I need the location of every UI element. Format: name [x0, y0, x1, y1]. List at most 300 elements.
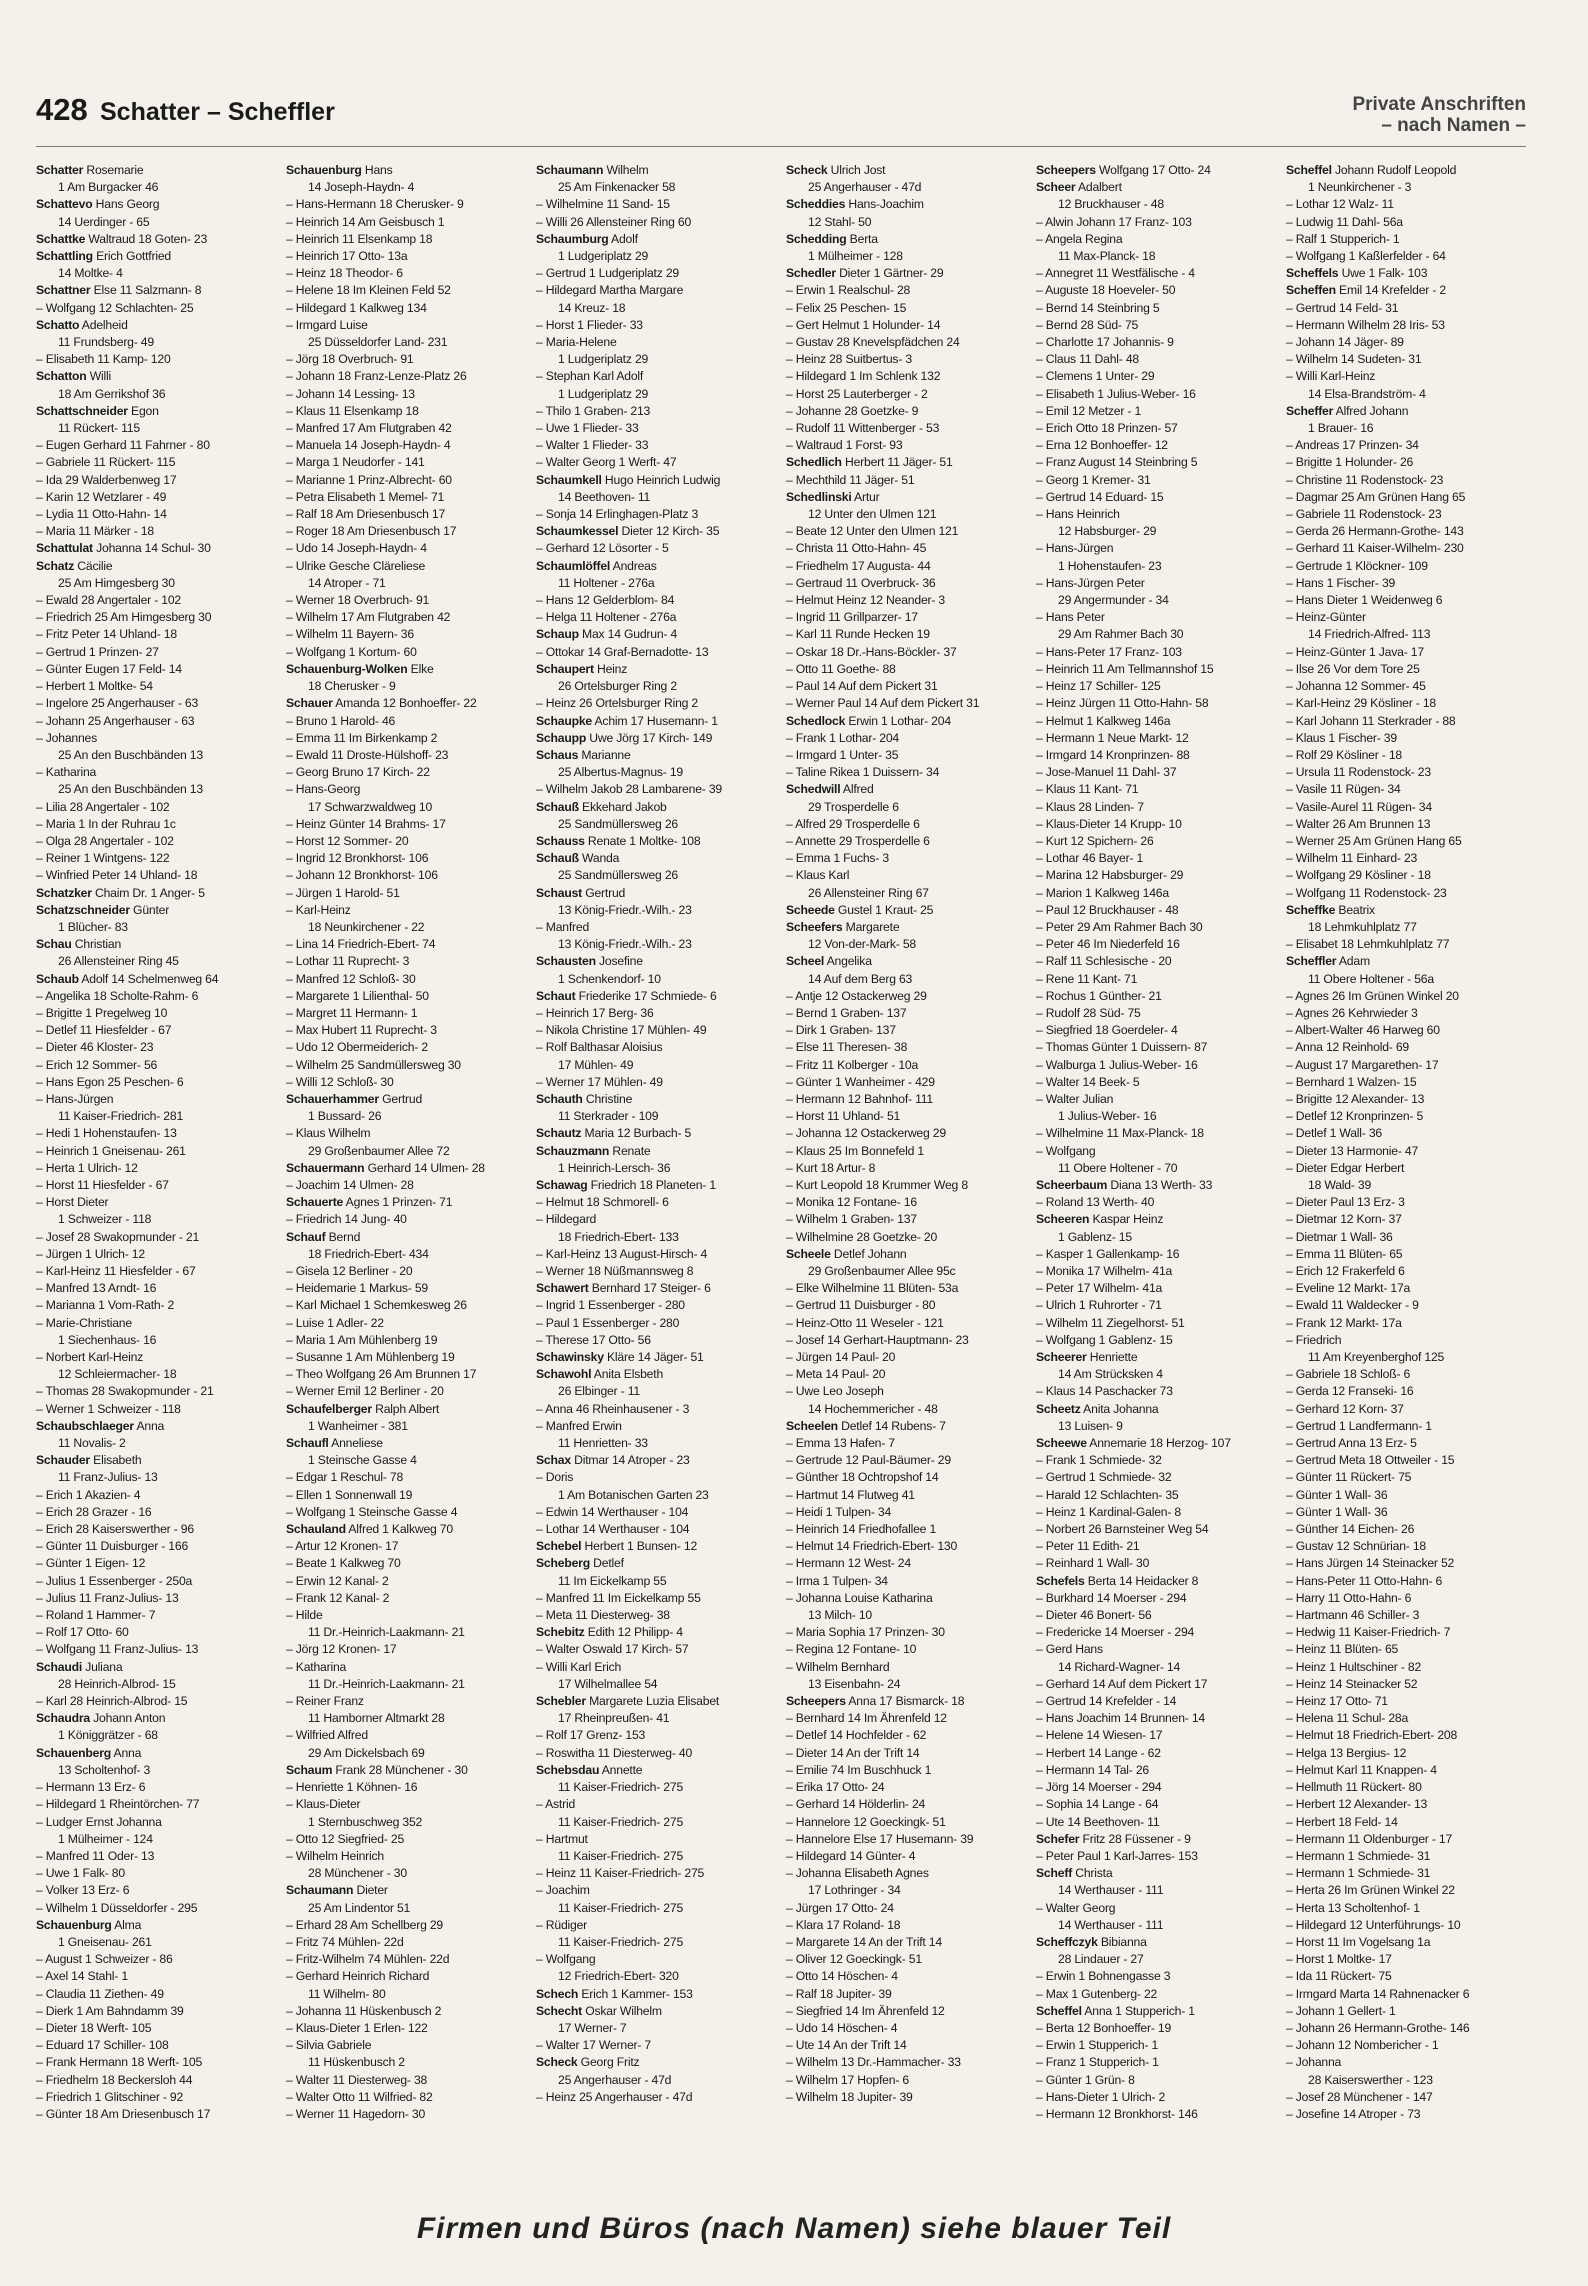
listing-line: – Rüdiger	[536, 1917, 588, 1932]
listing-line: – Dieter 13 Harmonie- 47	[1286, 1143, 1419, 1158]
listing-line: – Dieter Paul 13 Erz- 3	[1286, 1195, 1405, 1210]
entry-detail: Berta 14 Heidacker 8	[1084, 1573, 1199, 1588]
listing-line: – Hartmann 46 Schiller- 3	[1286, 1608, 1420, 1623]
listing-line: – Marion 1 Kalkweg 146a	[1036, 885, 1169, 900]
listing-line: – Heinz 17 Otto- 71	[1286, 1694, 1388, 1709]
listing-line: 12 Bruckhauser - 48	[1058, 197, 1164, 212]
listing-line: – Heinz 14 Steinacker 52	[1286, 1676, 1418, 1691]
listing-line: 14 Atroper - 71	[308, 575, 386, 590]
listing-line: – Heinz 25 Angerhauser - 47d	[536, 2089, 693, 2104]
listing-line: – Gertrud 1 Prinzen- 27	[36, 644, 159, 659]
listing-line: – Gertrud 14 Eduard- 15	[1036, 489, 1164, 504]
listing-line: – Gertrud 1 Ludgeriplatz 29	[536, 266, 679, 281]
listing-line: – Karl 28 Heinrich-Albrod- 15	[36, 1694, 188, 1709]
entry-detail: Beatrix	[1335, 902, 1375, 917]
listing-line: 12 Habsburger- 29	[1058, 524, 1157, 539]
listing-line: – Ute 14 Beethoven- 11	[1036, 1814, 1160, 1829]
surname: Schebitz	[536, 1625, 585, 1640]
listing-line: – Hildegard 14 Günter- 4	[786, 1848, 916, 1863]
surname: Schatto	[36, 317, 80, 332]
listing-line: – Hildegard 1 Rheintörchen- 77	[36, 1797, 200, 1812]
listing-line: – Helmut 18 Friedrich-Ebert- 208	[1286, 1728, 1458, 1743]
listing-line: – Bruno 1 Harold- 46	[286, 713, 396, 728]
surname: Schaupp	[536, 730, 587, 745]
surname: Schauenburg-Wolken	[286, 661, 408, 676]
page-header	[36, 88, 1526, 144]
listing-line: – Ellen 1 Sonnenwall 19	[286, 1487, 413, 1502]
entry-detail: Friederike 17 Schmiede- 6	[575, 988, 717, 1003]
listing-line: – Annette 29 Trosperdelle 6	[786, 833, 930, 848]
surname-entry	[36, 1710, 276, 1727]
surname: Schebsdau	[536, 1762, 600, 1777]
listing-line: – Hans-Dieter 1 Ulrich- 2	[1036, 2089, 1166, 2104]
listing-line: 1 Hohenstaufen- 23	[1058, 558, 1162, 573]
entry-detail: Johanna 14 Schul- 30	[92, 541, 211, 556]
surname-entry	[536, 713, 776, 730]
listing-line: – Hannelore Else 17 Husemann- 39	[786, 1831, 974, 1846]
listing-line: – Hedi 1 Hohenstaufen- 13	[36, 1126, 177, 1141]
entry-detail: Alfred 1 Kalkweg 70	[345, 1522, 453, 1537]
listing-line: – Wilhelm 11 Bayern- 36	[286, 627, 414, 642]
listing-line: – Hans Heinrich	[1036, 507, 1120, 522]
surname-entry	[286, 695, 526, 712]
surname-entry	[1036, 162, 1276, 179]
listing-line: 25 Am Lindentor 51	[308, 1900, 411, 1915]
listing-line: – Manfred 13 Arndt- 16	[36, 1281, 157, 1296]
listing-line: – Günther 14 Eichen- 26	[1286, 1522, 1415, 1537]
listing-line: – Rolf 17 Otto- 60	[36, 1625, 129, 1640]
listing-line: – Ulrike Gesche Cläreliese	[286, 558, 426, 573]
surname-entry	[786, 953, 1026, 970]
surname: Schau	[36, 937, 72, 952]
listing-line: – Gerda 26 Hermann-Grothe- 143	[1286, 524, 1464, 539]
surname: Schawag	[536, 1177, 588, 1192]
listing-line: – Maria-Helene	[536, 335, 617, 350]
listing-line: – Monika 17 Wilhelm- 41a	[1036, 1264, 1173, 1278]
listing-line: – Heinz-Otto 11 Weseler - 121	[786, 1315, 944, 1330]
surname: Schefels	[1036, 1573, 1085, 1588]
listing-line: – Klaus 11 Elsenkamp 18	[286, 403, 419, 418]
surname: Scheele	[786, 1246, 831, 1261]
entry-detail: Josefine	[595, 954, 643, 969]
listing-line: – Irmgard 14 Kronprinzen- 88	[1036, 747, 1190, 762]
listing-line: 29 Großenbaumer Allee 72	[308, 1143, 450, 1158]
surname: Schecht	[536, 2003, 583, 2018]
listing-line: – Emma 13 Hafen- 7	[786, 1436, 895, 1451]
listing-line: – Christine 11 Rodenstock- 23	[1286, 472, 1444, 487]
listing-line: – Hans 1 Fischer- 39	[1286, 575, 1396, 590]
listing-line: – Dietmar 12 Korn- 37	[1286, 1212, 1402, 1227]
listing-line: – Theo Wolfgang 26 Am Brunnen 17	[286, 1367, 477, 1382]
surname: Schaum	[286, 1762, 333, 1777]
entry-detail: Anna 1 Stupperich- 1	[1081, 2003, 1195, 2018]
listing-line: – Bernd 28 Süd- 75	[1036, 317, 1139, 332]
listing-line: – Ida 29 Walderbenweg 17	[36, 472, 177, 487]
listing-line: – Gisela 12 Berliner - 20	[286, 1264, 413, 1278]
listing-line: – Kurt Leopold 18 Krummer Weg 8	[786, 1177, 968, 1192]
listing-line: 11 Kaiser-Friedrich- 281	[58, 1109, 184, 1124]
listing-line: – Sonja 14 Erlinghagen-Platz 3	[536, 507, 699, 522]
listing-line: – Hermann 13 Erz- 6	[36, 1780, 146, 1795]
listing-line: – Rolf 17 Grenz- 153	[536, 1728, 646, 1743]
listing-line: – Hartmut 14 Flutweg 41	[786, 1487, 915, 1502]
listing-line: – Johann 14 Jäger- 89	[1286, 335, 1404, 350]
surname-entry	[1036, 1934, 1276, 1951]
listing-line: – Karl-Heinz 11 Hiesfelder - 67	[36, 1264, 196, 1278]
entry-detail: Bibianna	[1097, 1934, 1147, 1949]
listing-line: – Ralf 1 Stupperich- 1	[1286, 231, 1400, 246]
listing-line: – Karl Johann 11 Sterkrader - 88	[1286, 713, 1456, 728]
listing-line: 1 Mülheimer - 128	[808, 249, 903, 264]
listing-line: – Werner Emil 12 Berliner - 20	[286, 1384, 444, 1399]
listing-line: – Heinz 11 Blüten- 65	[1286, 1642, 1399, 1657]
entry-detail: Annette	[599, 1762, 643, 1777]
listing-line: – Frank 12 Markt- 17a	[1286, 1315, 1402, 1330]
listing-line: – Gertrud 14 Krefelder - 14	[1036, 1694, 1177, 1709]
listing-line: – Marie-Christiane	[36, 1315, 132, 1330]
listing-line: – Hans-Jürgen	[36, 1091, 114, 1106]
entry-detail: Margarete	[842, 919, 900, 934]
listing-line: – Anna 12 Reinhold- 69	[1286, 1040, 1409, 1055]
entry-detail: Günter	[129, 902, 170, 917]
listing-line: – Hans-Peter 17 Franz- 103	[1036, 644, 1182, 659]
listing-line: – Manuela 14 Joseph-Haydn- 4	[286, 438, 451, 453]
surname-entry	[36, 162, 276, 179]
surname-entry	[36, 403, 276, 420]
listing-line: 1 Wanheimer - 381	[308, 1418, 408, 1433]
entry-detail: Waltraud 18 Goten- 23	[85, 231, 208, 246]
listing-line: – Jose-Manuel 11 Dahl- 37	[1036, 765, 1177, 780]
surname: Scheffel	[1286, 163, 1332, 177]
surname: Schaudra	[36, 1711, 90, 1726]
entry-detail: Detlef Johann	[830, 1246, 907, 1261]
surname-entry	[1036, 1831, 1276, 1848]
listing-line: – Eveline 12 Markt- 17a	[1286, 1281, 1411, 1296]
listing-line: – Thomas Günter 1 Duissern- 87	[1036, 1040, 1208, 1055]
listing-line: – Claudia 11 Ziethen- 49	[36, 1986, 164, 2001]
surname-entry	[536, 730, 776, 747]
entry-detail: Alfred Johann	[1333, 403, 1409, 418]
listing-line: – Otto 12 Siegfried- 25	[286, 1831, 405, 1846]
listing-line: 1 Gneisenau- 261	[58, 1934, 152, 1949]
listing-line: – Paul 1 Essenberger - 280	[536, 1315, 680, 1330]
listing-line: – Heinrich 14 Am Geisbusch 1	[286, 214, 445, 229]
listing-line: – Gabriele 18 Schloß- 6	[1286, 1367, 1411, 1382]
listing-line: – Walter 26 Am Brunnen 13	[1286, 816, 1431, 831]
entry-detail: Kläre 14 Jäger- 51	[603, 1350, 704, 1365]
surname: Schaudi	[36, 1659, 83, 1674]
entry-detail: Anna	[133, 1418, 165, 1433]
surname: Schatzschneider	[36, 902, 130, 917]
listing-line: 14 Richard-Wagner- 14	[1058, 1659, 1181, 1674]
listing-line: – Franz 1 Stupperich- 1	[1036, 2055, 1159, 2070]
listing-line: 1 Blücher- 83	[58, 919, 128, 934]
listing-line: – Ewald 11 Waldecker - 9	[1286, 1298, 1419, 1313]
surname: Schawohl	[536, 1367, 592, 1382]
entry-detail: Ditmar 14 Atroper - 23	[570, 1453, 690, 1468]
listing-line: – Friedrich 25 Am Himgesberg 30	[36, 610, 212, 625]
surname-entry	[1286, 953, 1526, 970]
surname-entry	[536, 558, 776, 575]
entry-detail: Elke	[407, 661, 434, 676]
listing-line: – Charlotte 17 Johannis- 9	[1036, 335, 1174, 350]
entry-detail: Christine	[582, 1091, 633, 1106]
listing-line: – Hermann Wilhelm 28 Iris- 53	[1286, 317, 1445, 332]
surname-entry	[36, 1418, 276, 1435]
listing-line: – Dieter 46 Bonert- 56	[1036, 1608, 1152, 1623]
listing-line: – Peter 17 Wilhelm- 41a	[1036, 1281, 1163, 1296]
listing-line: – Volker 13 Erz- 6	[36, 1883, 130, 1898]
listing-line: – Roswitha 11 Diesterweg- 40	[536, 1745, 693, 1760]
listing-line: – Rudolf 11 Wittenberger - 53	[786, 421, 940, 436]
listing-line: – Hans-Georg	[286, 782, 361, 797]
entry-detail: Chaim Dr. 1 Anger- 5	[91, 885, 205, 900]
listing-line: – Günter 11 Duisburger - 166	[36, 1539, 189, 1554]
listing-line: – Klaus 1 Fischer- 39	[1286, 730, 1397, 745]
surname-entry	[536, 2054, 776, 2071]
entry-detail: Alfred	[840, 782, 874, 797]
entry-detail: Adolf 14 Schelmenweg 64	[78, 971, 219, 986]
listing-line: – Uwe Leo Joseph	[786, 1384, 884, 1399]
listing-line: – Wilhelm 13 Dr.-Hammacher- 33	[786, 2055, 961, 2070]
listing-line: – Gabriele 11 Rodenstock- 23	[1286, 507, 1442, 522]
listing-line: – Roland 1 Hammer- 7	[36, 1608, 156, 1623]
listing-line: – Helene 18 Im Kleinen Feld 52	[286, 283, 451, 298]
listing-line: – Agnes 26 Im Grünen Winkel 20	[1286, 988, 1459, 1003]
surname: Schauerte	[286, 1195, 344, 1210]
entry-detail: Angelika	[824, 954, 872, 969]
entry-detail: Friedrich 18 Planeten- 1	[587, 1177, 716, 1192]
listing-line: 1 Neunkirchener - 3	[1308, 180, 1412, 195]
surname-entry	[286, 1229, 526, 1246]
listing-line: 14 Beethoven- 11	[558, 489, 651, 504]
listing-line: 14 Am Strücksken 4	[1058, 1367, 1163, 1382]
listing-line: – Erwin 12 Kanal- 2	[286, 1573, 389, 1588]
listing-line: – Mechthild 11 Jäger- 51	[786, 472, 915, 487]
listing-line: – Heidi 1 Tulpen- 34	[786, 1504, 892, 1519]
listing-line: – Wolfgang	[536, 1952, 596, 1967]
listing-line: – Horst 11 Hiesfelder - 67	[36, 1177, 169, 1192]
listing-line: – Horst 12 Sommer- 20	[286, 833, 409, 848]
listing-line: – Manfred	[536, 919, 590, 934]
surname-entry	[36, 231, 276, 248]
surname-entry	[286, 1762, 526, 1779]
listing-line: – Günter 18 Am Driesenbusch 17	[36, 2106, 211, 2121]
listing-line: 11 Wilhelm- 80	[308, 1986, 386, 2001]
listing-line: – Werner 17 Mühlen- 49	[536, 1074, 663, 1089]
listing-line: 25 Am Himgesberg 30	[58, 575, 175, 590]
surname: Schauder	[36, 1453, 90, 1468]
listing-line: – Friedrich	[1286, 1332, 1342, 1347]
listing-line: 17 Lothringer - 34	[808, 1883, 901, 1898]
surname-entry	[536, 953, 776, 970]
listing-line: 14 Moltke- 4	[58, 266, 123, 281]
listing-line: – Heinrich 11 Elsenkamp 18	[286, 231, 433, 246]
surname-entry	[1286, 265, 1526, 282]
surname-entry	[536, 1280, 776, 1297]
surname: Schedler	[786, 266, 836, 281]
listing-line: – Wilhelmine 28 Goetzke- 20	[786, 1229, 938, 1244]
listing-line: – Hans Jürgen 14 Steinacker 52	[1286, 1556, 1455, 1571]
listing-line: – Irma 1 Tulpen- 34	[786, 1573, 888, 1588]
listing-line: – Waltraud 1 Forst- 93	[786, 438, 903, 453]
listing-line: – Friedhelm 17 Augusta- 44	[786, 558, 931, 573]
listing-line: – Günther 18 Ochtropshof 14	[786, 1470, 939, 1485]
listing-line: – Hans-Jürgen	[1036, 541, 1114, 556]
listing-line: – Josef 28 Münchener - 147	[1286, 2089, 1433, 2104]
surname: Schauß	[536, 851, 579, 866]
surname-entry	[536, 472, 776, 489]
listing-line: – Erwin 1 Realschul- 28	[786, 283, 911, 298]
entry-detail: Detlef	[589, 1556, 624, 1571]
listing-line: 25 Sandmüllersweg 26	[558, 868, 678, 883]
listing-line: – Heinz-Günter 1 Java- 17	[1286, 644, 1424, 659]
surname-entry	[786, 902, 1026, 919]
listing-line: 1 Julius-Weber- 16	[1058, 1109, 1157, 1124]
surname-entry	[536, 1538, 776, 1555]
listing-line: – Jürgen 1 Ulrich- 12	[36, 1246, 145, 1261]
listing-line: – Erna 12 Bonhoeffer- 12	[1036, 438, 1168, 453]
entry-detail: Egon	[127, 403, 159, 418]
listing-line: – Erwin 1 Bohnengasse 3	[1036, 1969, 1171, 1984]
surname-entry	[786, 231, 1026, 248]
listing-line: – Christa 11 Otto-Hahn- 45	[786, 541, 927, 556]
listing-line: – Marina 12 Habsburger- 29	[1036, 868, 1184, 883]
surname: Scheepers	[786, 1694, 846, 1709]
listing-line: 1 Steinsche Gasse 4	[308, 1453, 417, 1468]
listing-line: – Hannelore 12 Goeckingk- 51	[786, 1814, 946, 1829]
entry-detail: Kaspar Heinz	[1089, 1212, 1164, 1227]
listing-line: – Herbert 18 Feld- 14	[1286, 1814, 1398, 1829]
listing-line: – Antje 12 Ostackerweg 29	[786, 988, 927, 1003]
listing-line: – Friedrich 1 Glitschiner - 92	[36, 2089, 184, 2104]
surname: Schauenberg	[36, 1745, 112, 1760]
listing-line: – Gerhard 14 Auf dem Pickert 17	[1036, 1676, 1208, 1691]
surname: Schaupke	[536, 713, 592, 728]
listing-line: – Gertrud 1 Schmiede- 32	[1036, 1470, 1172, 1485]
surname: Schattling	[36, 249, 93, 264]
listing-line: – Max 1 Gutenberg- 22	[1036, 1986, 1158, 2001]
listing-line: – Albert-Walter 46 Harweg 60	[1286, 1023, 1440, 1038]
surname: Schaumann	[286, 1883, 354, 1898]
footer-note: Firmen und Büros (nach Namen) siehe blauer Teil	[416, 2212, 1172, 2245]
surname-entry	[36, 540, 276, 557]
listing-line: – Wilhelmine 11 Sand- 15	[536, 197, 670, 212]
listing-line: – Norbert Karl-Heinz	[36, 1350, 144, 1365]
surname-entry	[786, 919, 1026, 936]
listing-line: – Werner 25 Am Grünen Hang 65	[1286, 833, 1462, 848]
surname-entry	[1286, 162, 1526, 179]
surname: Scheer	[1036, 180, 1076, 195]
listing-line: – Werner 18 Overbruch- 91	[286, 593, 430, 608]
listing-line: – Wilhelm 17 Am Flutgraben 42	[286, 610, 451, 625]
listing-line: 1 Bussard- 26	[308, 1109, 382, 1124]
surname-entry	[536, 747, 776, 764]
listing-line: – Günter 11 Rückert- 75	[1286, 1470, 1412, 1485]
surname-entry	[536, 885, 776, 902]
entry-detail: Erwin 1 Lothar- 204	[845, 713, 951, 728]
surname: Scheck	[536, 2055, 578, 2070]
listing-line: – Karl Michael 1 Schemkesweg 26	[286, 1298, 467, 1313]
listing-line: – Friedrich 14 Jung- 40	[286, 1212, 407, 1227]
entry-detail: Wolfgang 17 Otto- 24	[1095, 163, 1211, 177]
listing-line: 13 Eisenbahn- 24	[808, 1676, 901, 1691]
listing-line: 11 Holtener - 276a	[558, 575, 655, 590]
surname-entry	[36, 1659, 276, 1676]
listing-line: – Horst 1 Flieder- 33	[536, 317, 643, 332]
listing-line: – Johann 18 Franz-Lenze-Platz 26	[286, 369, 467, 384]
listing-line: – Paul 12 Bruckhauser - 48	[1036, 902, 1179, 917]
listing-line: – Andreas 17 Prinzen- 34	[1286, 438, 1419, 453]
listing-line: – Horst 11 Uhland- 51	[786, 1109, 901, 1124]
listing-line: 1 Ludgeriplatz 29	[558, 249, 649, 264]
listing-line: – Oliver 12 Goeckingk- 51	[786, 1952, 922, 1967]
entry-detail: Christa	[1072, 1866, 1113, 1881]
listing-line: – Walter Oswald 17 Kirch- 57	[536, 1642, 689, 1657]
listing-line: – Manfred 11 Im Eickelkamp 55	[536, 1590, 701, 1605]
section-heading	[1352, 94, 1526, 136]
entry-detail: Renate 1 Moltke- 108	[584, 833, 701, 848]
listing-line: – Ralf 18 Am Driesenbusch 17	[286, 507, 446, 522]
listing-line: 18 Wald- 39	[1308, 1177, 1372, 1192]
listing-line: – Herbert 1 Moltke- 54	[36, 679, 153, 694]
entry-detail: Cäcilie	[74, 558, 113, 573]
listing-line: 14 Hochemmericher - 48	[808, 1401, 938, 1416]
listing-line: – Jörg 14 Moerser - 294	[1036, 1780, 1162, 1795]
listing-line: – Günter 1 Wanheimer - 429	[786, 1074, 935, 1089]
listing-line: – Rene 11 Kant- 71	[1036, 971, 1138, 986]
surname-entry	[1036, 1349, 1276, 1366]
listing-line: – Hildegard Martha Margare	[536, 283, 684, 298]
listing-line: – Erwin 1 Stupperich- 1	[1036, 2038, 1159, 2053]
listing-line: 1 Am Botanischen Garten 23	[558, 1487, 709, 1502]
listing-line: 11 Franz-Julius- 13	[58, 1470, 158, 1485]
listing-line: – Hans-Hermann 18 Cherusker- 9	[286, 197, 464, 212]
listing-line: – Wilfried Alfred	[286, 1728, 368, 1743]
listing-line: – Gertrude 12 Paul-Bäumer- 29	[786, 1453, 951, 1468]
listing-line: – Gerhard 14 Hölderlin- 24	[786, 1797, 926, 1812]
listing-line: – Horst Dieter	[36, 1195, 109, 1210]
surname: Scheede	[786, 902, 835, 917]
listing-line: – Beate 1 Kalkweg 70	[286, 1556, 401, 1571]
listing-line: – Karin 12 Wetzlarer - 49	[36, 489, 167, 504]
surname: Schattke	[36, 231, 86, 246]
listing-line: – Johann 12 Nombericher - 1	[1286, 2038, 1439, 2053]
listing-line: 14 Kreuz- 18	[558, 300, 626, 315]
listing-line: 11 Hüskenbusch 2	[308, 2055, 405, 2070]
listing-line: – Ulrich 1 Ruhrorter - 71	[1036, 1298, 1162, 1313]
surname: Scheffke	[1286, 902, 1336, 917]
listing-line: – Elisabeth 1 Julius-Weber- 16	[1036, 386, 1196, 401]
entry-detail: Anita Johanna	[1080, 1401, 1159, 1416]
listing-line: – Siegfried 14 Im Ährenfeld 12	[786, 2003, 945, 2018]
surname: Scheerbaum	[1036, 1177, 1108, 1192]
listing-line: 26 Allensteiner Ring 67	[808, 885, 929, 900]
listing-line: – Regina 12 Fontane- 10	[786, 1642, 917, 1657]
entry-detail: Herbert 11 Jäger- 51	[841, 455, 953, 470]
listing-line: – Jürgen 14 Paul- 20	[786, 1350, 896, 1365]
entry-detail: Adalbert	[1075, 180, 1122, 195]
listing-line: – Walter 17 Werner- 7	[536, 2038, 652, 2053]
header-rule	[36, 146, 1526, 147]
entry-detail: Gerhard 14 Ulmen- 28	[364, 1160, 485, 1175]
surname: Scheffler	[1286, 954, 1337, 969]
surname: Schattschneider	[36, 403, 128, 418]
listing-line: 25 Angerhauser - 47d	[558, 2072, 672, 2087]
listing-line: – Felix 25 Peschen- 15	[786, 300, 907, 315]
listing-line: – Wilhelm Heinrich	[286, 1848, 384, 1863]
surname: Schausten	[536, 954, 596, 969]
